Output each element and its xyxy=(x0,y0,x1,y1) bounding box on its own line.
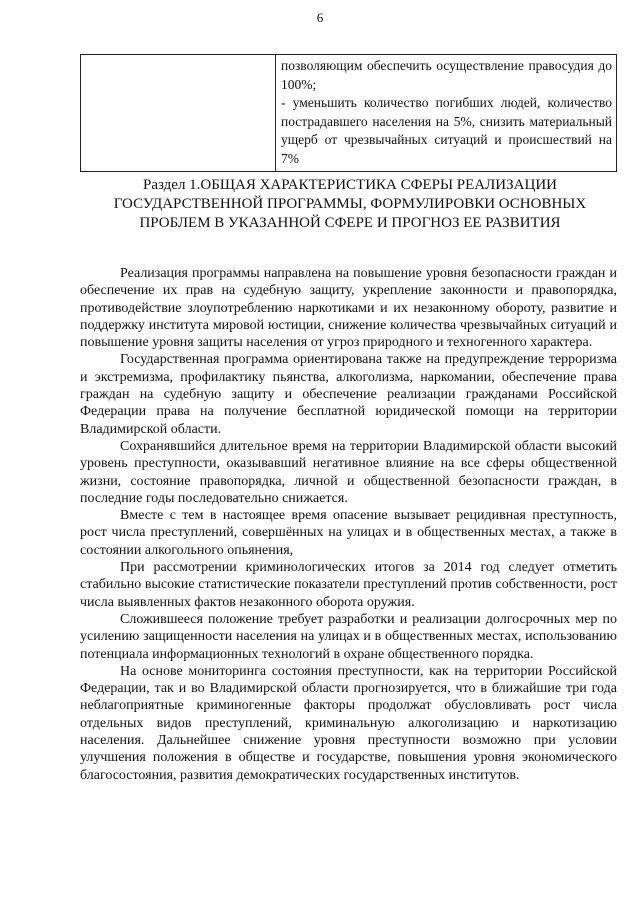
section-title: Раздел 1.ОБЩАЯ ХАРАКТЕРИСТИКА СФЕРЫ РЕАЛИЗАЦИИ ГОСУДАРСТВЕННОЙ ПРОГРАММЫ, ФОРМУЛИРОВКИ ОСНОВНЫХ ПРОБЛЕМ В УКАЗАННОЙ СФЕРЕ И ПРОГНОЗ ЕЕ РАЗВИТИЯ xyxy=(113,177,587,231)
paragraph: Реализация программы направлена на повышение уровня безопасности граждан и обеспечение их прав на судебную защиту, укрепление законности и правопорядка, противодействие злоупотреблению наркотиками и их незаконному обороту, развитие и поддержку института мировой юстиции, снижение количества чрезвычайных ситуаций и повышение уровня защиты населения от угроз природного и техногенного характера. xyxy=(80,266,617,351)
paragraph: Сохранявшийся длительное время на территории Владимирской области высокий уровень преступности, оказывавший негативное влияние на все сферы общественной жизни, состояние правопорядка, личной и общественной безопасности граждан, в последние годы последовательно снижается. xyxy=(80,438,617,506)
paragraph: Государственная программа ориентирована также на предупреждение терроризма и экстремизма, профилактику пьянства, алкоголизма, наркомании, обеспечение права граждан на судебную защиту и обеспечение реализации гражданами Российской Федерации права на получение бесплатной юридической помощи на территории Владимирской области. xyxy=(80,352,617,437)
paragraph: На основе мониторинга состояния преступности, как на территории Российской Федерации, так и во Владимирской области прогнозируется, что в ближайшие три года неблагоприятные криминогенные факторы продолжат обусловливать рост числа отдельных видов преступлений, криминальную алкоголизацию и наркотизацию населения. Дальнейшее снижение уровня преступности возможно при условии улучшения положения в обществе и государстве, повышения уровня экономического благосостояния, развития демократических государственных институтов. xyxy=(80,663,617,783)
continuation-table xyxy=(80,54,617,172)
goal-line: позволяющим обеспечить осуществление правосудия до 100%; xyxy=(281,58,612,92)
table-cell-empty xyxy=(81,55,276,172)
paragraph: При рассмотрении криминологических итогов за 2014 год следует отметить стабильно высокие статистические показатели преступлений против собственности, рост числа выявленных фактов незаконного оборота оружия. xyxy=(80,560,617,610)
goal-line: - уменьшить количество погибших людей, количество пострадавшего населения на 5%, снизить материальный ущерб от чрезвычайных ситуаций и происшествий на 7% xyxy=(281,95,612,166)
paragraph: Вместе с тем в настоящее время опасение вызывает рецидивная преступность, рост числа преступлений, совершённых на улицах и в общественных местах, а также в состоянии алкогольного опьянения, xyxy=(80,508,617,558)
table-cell-goals xyxy=(276,55,617,172)
paragraph: Сложившееся положение требует разработки и реализации долгосрочных мер по усилению защищенности населения на улицах и в общественных местах, использованию потенциала информационных технологий в охране общественного порядка. xyxy=(80,611,617,662)
body-text xyxy=(80,265,617,784)
table-row xyxy=(81,55,617,172)
page-number: 6 xyxy=(316,10,324,25)
